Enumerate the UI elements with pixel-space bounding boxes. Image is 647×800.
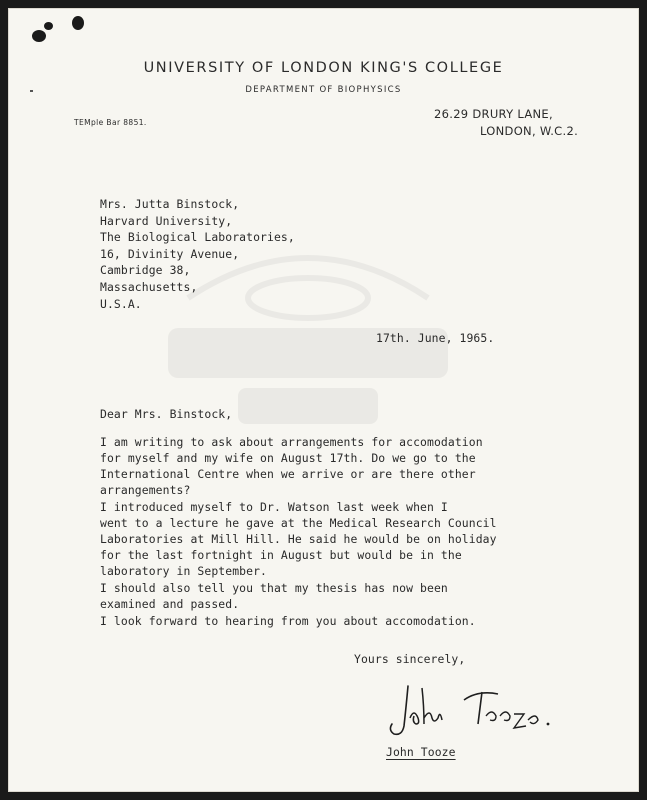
letter-page <box>8 8 639 792</box>
typed-signature-name: John Tooze <box>386 745 456 759</box>
recipient-line: 16, Divinity Avenue, <box>100 246 240 261</box>
body-paragraph: I am writing to ask about arrangements for accomodation for myself and my wife on August 17th. Do we go to the International Centre when we arrive or are there other arrangements? <box>100 435 483 497</box>
recipient-address <box>100 196 295 312</box>
body-paragraph: I should also tell you that my thesis has now been examined and passed. <box>100 581 448 611</box>
letter-date: 17th. June, 1965. <box>376 331 495 345</box>
handwritten-signature <box>386 678 566 740</box>
page-damage-mark <box>72 16 84 30</box>
salutation: Dear Mrs. Binstock, <box>100 407 233 421</box>
letterhead-telephone: TEMple Bar 8851. <box>74 118 147 127</box>
recipient-line: Massachusetts, <box>100 279 198 294</box>
page-damage-mark <box>32 30 46 42</box>
recipient-line: U.S.A. <box>100 296 142 311</box>
closing: Yours sincerely, <box>354 652 466 666</box>
body-paragraph: I introduced myself to Dr. Watson last week when I went to a lecture he gave at the Medical Research Council Laboratories at Mill Hill. He said he would be on holiday for the last fortnight in August but would be in the laboratory in September. <box>100 500 497 578</box>
address-line: LONDON, W.C.2. <box>480 124 579 138</box>
recipient-line: Harvard University, <box>100 213 233 228</box>
recipient-line: Mrs. Jutta Binstock, <box>100 197 240 211</box>
body-paragraph: I look forward to hearing from you about accomodation. <box>100 614 476 628</box>
recipient-line: The Biological Laboratories, <box>100 230 295 245</box>
page-damage-mark <box>44 22 53 30</box>
recipient-line: Cambridge 38, <box>100 263 191 278</box>
letterhead-address <box>434 106 578 140</box>
letterhead-institution: UNIVERSITY OF LONDON KING'S COLLEGE <box>143 60 504 76</box>
address-line: 26.29 DRURY LANE, <box>434 107 553 121</box>
letterhead-department: DEPARTMENT OF BIOPHYSICS <box>245 85 402 95</box>
